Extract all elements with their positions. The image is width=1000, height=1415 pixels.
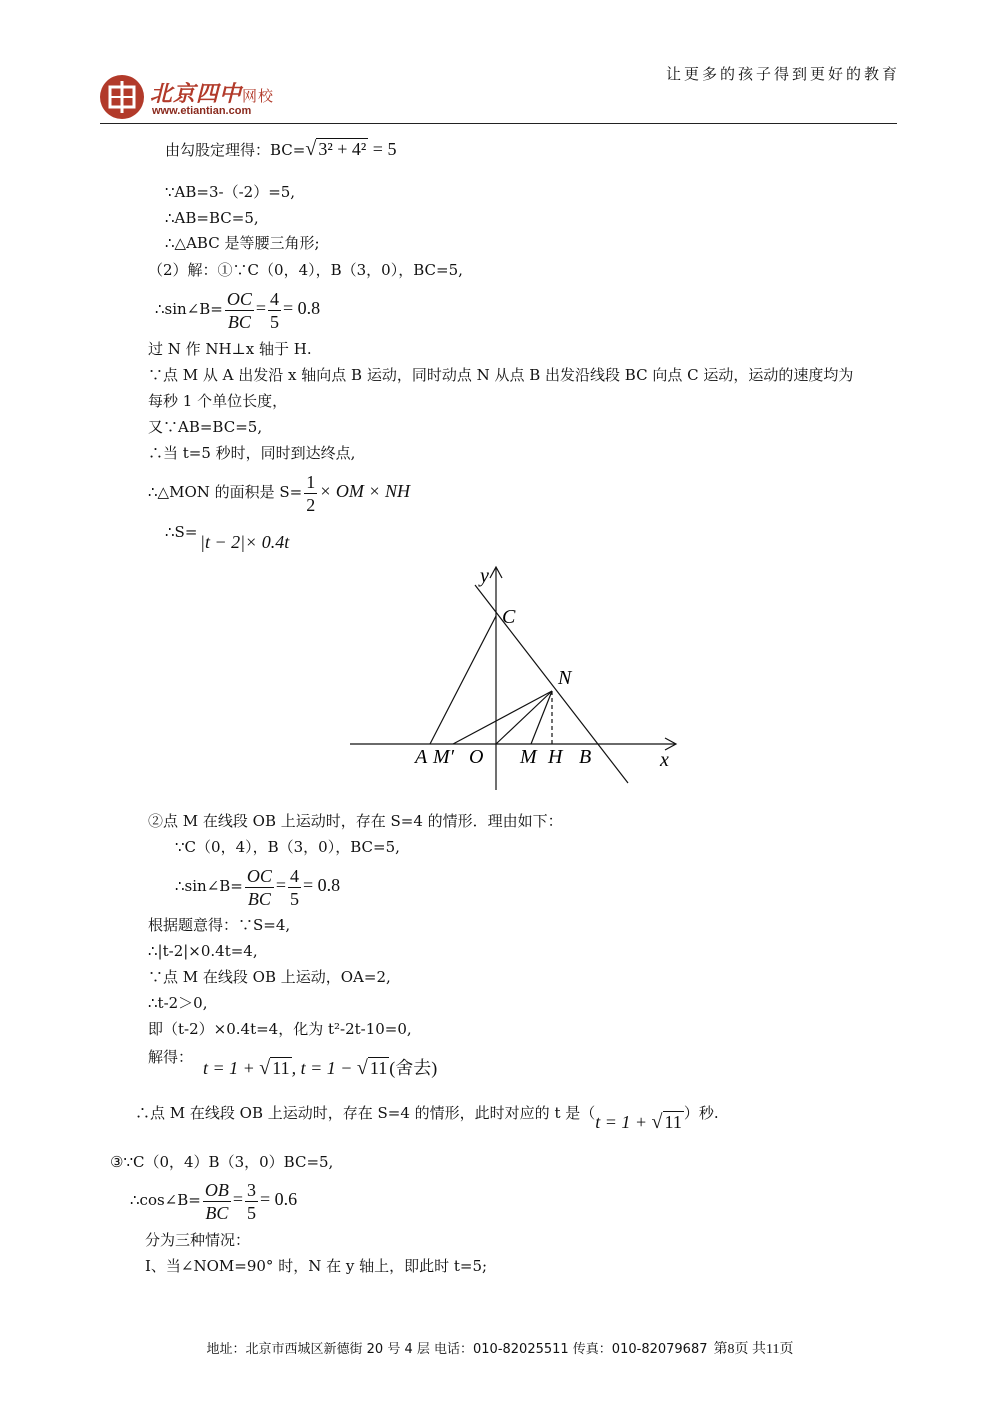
line-three-cases: 分为三种情况： bbox=[145, 1231, 251, 1249]
line-quadratic: 即（t-2）×0.4t=4，化为 t²-2t-10=0, bbox=[148, 1020, 412, 1038]
line-s-expr: |t − 2|× 0.4t bbox=[200, 532, 290, 552]
coordinate-diagram bbox=[345, 560, 685, 795]
label-x: x bbox=[660, 749, 669, 771]
page-number: 第8页 共11页 bbox=[713, 1342, 794, 1357]
line-ab-bc: ∴AB=BC=5, bbox=[165, 209, 259, 227]
line-eq-abs: ∴|t-2|×0.4t=4, bbox=[148, 942, 258, 960]
line-area: ∴△MON 的面积是 S= $\frac{1}{2}$ × OM × NH bbox=[148, 471, 411, 515]
line-nh: 过 N 作 NH⊥x 轴于 H. bbox=[148, 340, 312, 358]
line-sinB-2: ∴sin∠B= $\frac{OC}{BC}$ = $\frac{4}{5}$ = 0.8 bbox=[175, 865, 341, 909]
line-s4: 根据题意得：∵S=4, bbox=[148, 916, 291, 934]
line-ab-bc-2: 又∵AB=BC=5, bbox=[148, 418, 263, 436]
line-solve-prefix: 解得： bbox=[148, 1048, 194, 1066]
segment-m-n bbox=[531, 691, 552, 744]
line-sinB-1: ∴sin∠B= $\frac{OC}{BC}$ = $\frac{4}{5}$ = 0.8 bbox=[155, 288, 321, 332]
logo bbox=[100, 75, 320, 125]
geometry-figure bbox=[345, 560, 685, 799]
line-part2: （2）解：①∵C（0，4），B（3，0），BC=5, bbox=[148, 261, 463, 279]
footer-address: 地址：北京市西城区新德街 20 号 4 层 电话：010-82025511 传真：010-82079687 bbox=[206, 1342, 708, 1357]
line-conclusion-2: ∴点 M 在线段 OB 上运动时，存在 S=4 的情形，此时对应的 t 是（t = 1 + √ 11 ）秒. bbox=[135, 1104, 719, 1133]
logo-name: 北京四中网校 bbox=[150, 81, 275, 106]
line-motion: ∵点 M 从 A 出发沿 x 轴向点 B 运动，同时动点 N 从点 B 出发沿线段 BC 向点 C 运动，运动的速度均为 bbox=[148, 366, 854, 384]
page-header bbox=[100, 55, 900, 125]
line-t5: ∴当 t=5 秒时，同时到达终点, bbox=[148, 444, 356, 462]
line-s-prefix: ∴S= bbox=[165, 523, 198, 541]
label-a: A bbox=[415, 746, 428, 768]
line-coords-2: ∵C（0，4），B（3，0），BC=5, bbox=[175, 838, 400, 856]
logo-emblem-icon bbox=[100, 75, 144, 119]
label-c: C bbox=[502, 606, 516, 628]
line-solutions: t = 1 + √ 11 , t = 1 − √ 11 (舍去) bbox=[203, 1057, 438, 1079]
line-speed: 每秒 1 个单位长度， bbox=[148, 392, 288, 410]
label-b: B bbox=[579, 746, 592, 768]
header-divider bbox=[100, 123, 897, 124]
line-case-1: Ⅰ、当∠NOM=90° 时，N 在 y 轴上，即此时 t=5; bbox=[145, 1257, 488, 1275]
header-slogan: 让更多的孩子得到更好的教育 bbox=[665, 65, 900, 83]
line-ab: ∵AB=3-（-2）=5, bbox=[165, 183, 296, 201]
label-o: O bbox=[469, 746, 484, 768]
label-y: y bbox=[480, 565, 489, 587]
segment-ac bbox=[430, 616, 496, 744]
segment-o-n bbox=[496, 691, 552, 744]
line-pythagoras: 由勾股定理得：BC=√ 3² + 4² = 5 bbox=[165, 138, 397, 160]
label-m-prime: M′ bbox=[433, 746, 455, 768]
logo-url: www.etiantian.com bbox=[152, 105, 252, 117]
line-part2-case2: ②点 M 在线段 OB 上运动时，存在 S=4 的情形．理由如下： bbox=[148, 812, 563, 830]
line-isosceles: ∴△ABC 是等腰三角形; bbox=[165, 234, 320, 252]
label-n: N bbox=[558, 667, 572, 689]
line-part3: ③∵C（0，4）B（3，0）BC=5, bbox=[110, 1153, 334, 1171]
line-t-gt-2: ∴t-2＞0, bbox=[148, 994, 208, 1012]
line-oa: ∵点 M 在线段 OB 上运动，OA=2, bbox=[148, 968, 391, 986]
label-h: H bbox=[548, 746, 563, 768]
line-cosB: ∴cos∠B= $\frac{OB}{BC}$ = $\frac{3}{5}$ = 0.6 bbox=[130, 1179, 298, 1223]
label-m: M bbox=[520, 746, 537, 768]
segment-m1-n bbox=[453, 691, 552, 744]
page-footer bbox=[0, 1338, 1000, 1358]
